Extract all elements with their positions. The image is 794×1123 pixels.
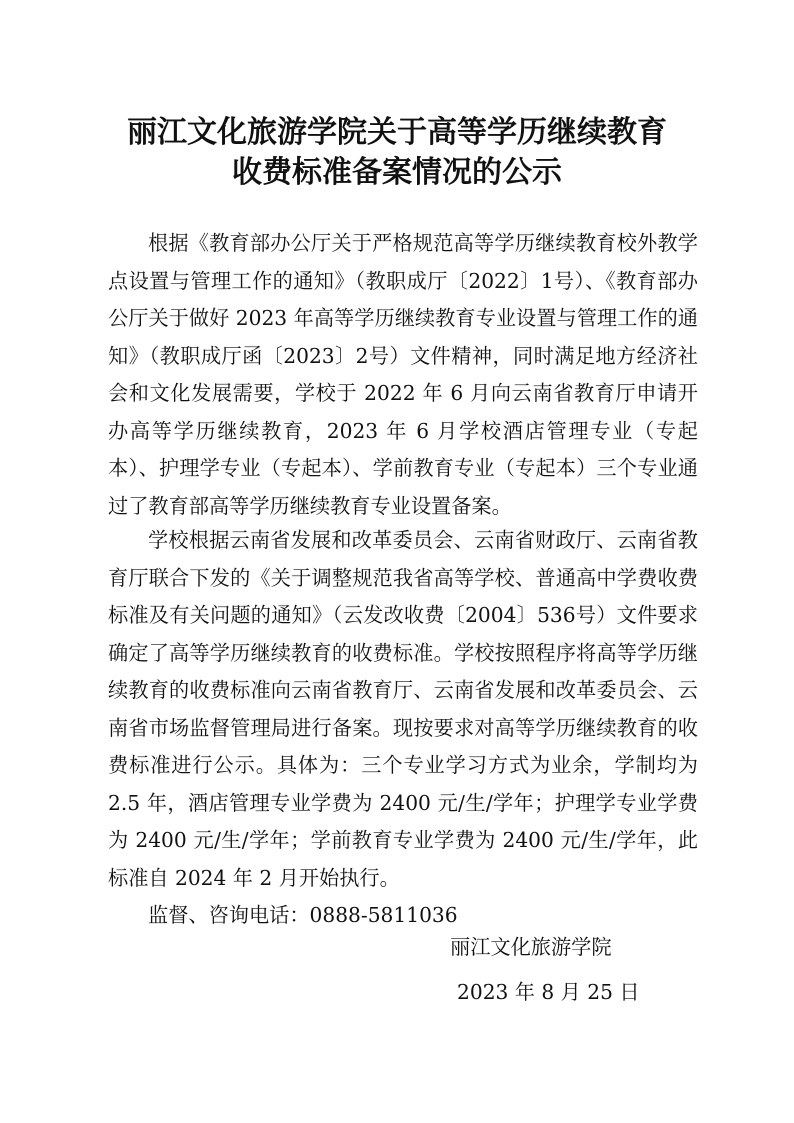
body-paragraph-1: 根据《教育部办公厅关于严格规范高等学历继续教育校外教学点设置与管理工作的通知》（教职成厅〔2022〕1号）、《教育部办公厅关于做好 2023 年高等学历继续教育专业设置与管理工作的通知》（教职成厅函〔2023〕2号）文件精神，同时满足地方经济社会和文化发展需要，学校于 2022 年 6 月向云南省教育厅申请开办高等学历继续教育，2023 年 6 月学校酒店管理专业（专起本）、护理学专业（专起本）、学前教育专业（专起本）三个专业通过了教育部高等学历继续教育专业设置备案。 <box>108 231 698 518</box>
signature-date: 2023 年 8 月 25 日 <box>457 980 640 1004</box>
contact-phone-line: 监督、咨询电话：0888-5811036 <box>148 903 458 927</box>
document-title-line-1: 丽江文化旅游学院关于高等学历继续教育 <box>127 115 667 150</box>
body-paragraph-2: 学校根据云南省发展和改革委员会、云南省财政厅、云南省教育厅联合下发的《关于调整规范我省高等学校、普通高中学费收费标准及有关问题的通知》（云发改收费〔2004〕536号）文件要求确定了高等学历继续教育的收费标准。学校按照程序将高等学历继续教育的收费标准向云南省教育厅、云南省发展和改革委员会、云南省市场监督管理局进行备案。现按要求对高等学历继续教育的收费标准进行公示。具体为：三个专业学习方式为业余，学制均为 2.5 年，酒店管理专业学费为 2400 元/生/学年；护理学专业学费为 2400 元/生/学年；学前教育专业学费为 2400 元/生/学年，此标准自 2024 年 2 月开始执行。 <box>108 528 698 890</box>
signature-organization: 丽江文化旅游学院 <box>450 935 612 959</box>
document-title-line-2: 收费标准备案情况的公示 <box>232 155 562 190</box>
